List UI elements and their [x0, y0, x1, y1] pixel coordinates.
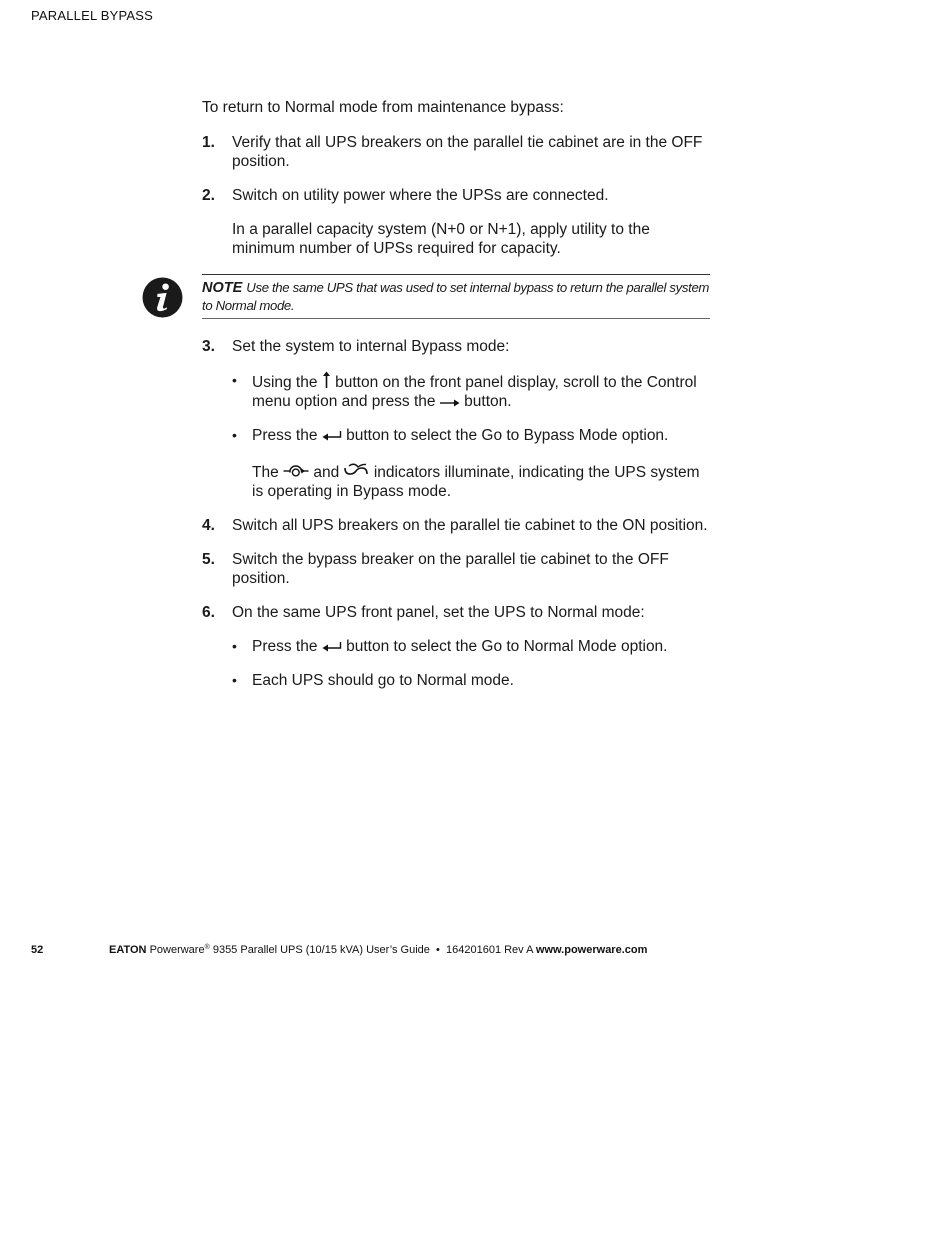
step-6 [202, 603, 710, 622]
bullet-marker: • [232, 427, 237, 443]
step-3-bullet-2 [232, 426, 710, 445]
footer-brand: EATON [109, 944, 147, 956]
indicator-text-post: indicators illuminate, indicating the UPS system is operating in Bypass mode. [252, 464, 700, 500]
step-6-bullet-2 [232, 671, 710, 690]
step-text: Verify that all UPS breakers on the parallel tie cabinet are in the OFF position. [232, 134, 703, 170]
info-icon [142, 277, 183, 318]
step-1 [202, 133, 710, 171]
bullet-text-post: button on the front panel display, scroll to the Control menu option and press the [252, 374, 697, 410]
registered-mark: ® [204, 944, 210, 951]
step-6-bullet-1 [232, 637, 710, 656]
bullet-marker: • [232, 372, 237, 388]
step-number: 5. [202, 551, 215, 568]
indicator-paragraph [252, 463, 710, 501]
step-number: 2. [202, 187, 215, 204]
step-2 [202, 186, 710, 205]
utility-sine-indicator-icon [344, 463, 370, 479]
step-text: Switch the bypass breaker on the parallel tie cabinet to the OFF position. [232, 551, 669, 587]
bullet-text: Each UPS should go to Normal mode. [252, 672, 514, 689]
bullet-text-pre: Press the [252, 427, 318, 444]
bullet-text-post: button to select the Go to Normal Mode option. [346, 638, 668, 655]
footer-url[interactable]: www.powerware.com [535, 944, 648, 956]
enter-arrow-icon [322, 430, 342, 442]
enter-arrow-icon [322, 641, 342, 653]
bullet-text-pre: Press the [252, 638, 318, 655]
running-header: PARALLEL BYPASS [31, 8, 153, 23]
step-2-subparagraph: In a parallel capacity system (N+0 or N+1), apply utility to the minimum number of UPSs required for capacity. [232, 221, 650, 257]
bullet-text-pre: Using the [252, 374, 318, 391]
bullet-text-end: button. [464, 393, 512, 410]
step-number: 3. [202, 338, 215, 355]
step-3 [202, 337, 710, 356]
footer-text [109, 944, 647, 956]
up-arrow-icon [322, 371, 331, 389]
step-number: 6. [202, 604, 215, 621]
right-arrow-icon [440, 398, 460, 408]
intro-text: To return to Normal mode from maintenance bypass: [202, 99, 564, 116]
note-label: NOTE [202, 280, 243, 296]
step-4 [202, 516, 710, 535]
indicator-text-pre: The [252, 464, 279, 481]
footer-doc-number: 164201601 Rev A [446, 944, 533, 956]
step-text: Set the system to internal Bypass mode: [232, 338, 510, 355]
bullet-marker: • [232, 672, 237, 688]
footer-title: 9355 Parallel UPS (10/15 kVA) User’s Guide [212, 944, 430, 956]
page-number: 52 [31, 944, 44, 956]
step-3-bullet-1 [232, 371, 710, 411]
step-number: 4. [202, 517, 215, 534]
step-text: Switch all UPS breakers on the parallel tie cabinet to the ON position. [232, 517, 708, 534]
step-5 [202, 550, 710, 588]
procedure-content [202, 98, 710, 690]
step-number: 1. [202, 134, 215, 151]
footer-product: Powerware [149, 944, 205, 956]
indicator-text-mid: and [313, 464, 340, 481]
step-text: On the same UPS front panel, set the UPS to Normal mode: [232, 604, 645, 621]
bullet-text-post: button to select the Go to Bypass Mode option. [346, 427, 669, 444]
note-box [202, 274, 710, 319]
footer-separator: • [436, 944, 440, 956]
bypass-indicator-icon [283, 463, 309, 479]
bullet-marker: • [232, 638, 237, 654]
step-text: Switch on utility power where the UPSs are connected. [232, 187, 609, 204]
note-text: Use the same UPS that was used to set internal bypass to return the parallel system to Normal mode. [202, 280, 710, 313]
